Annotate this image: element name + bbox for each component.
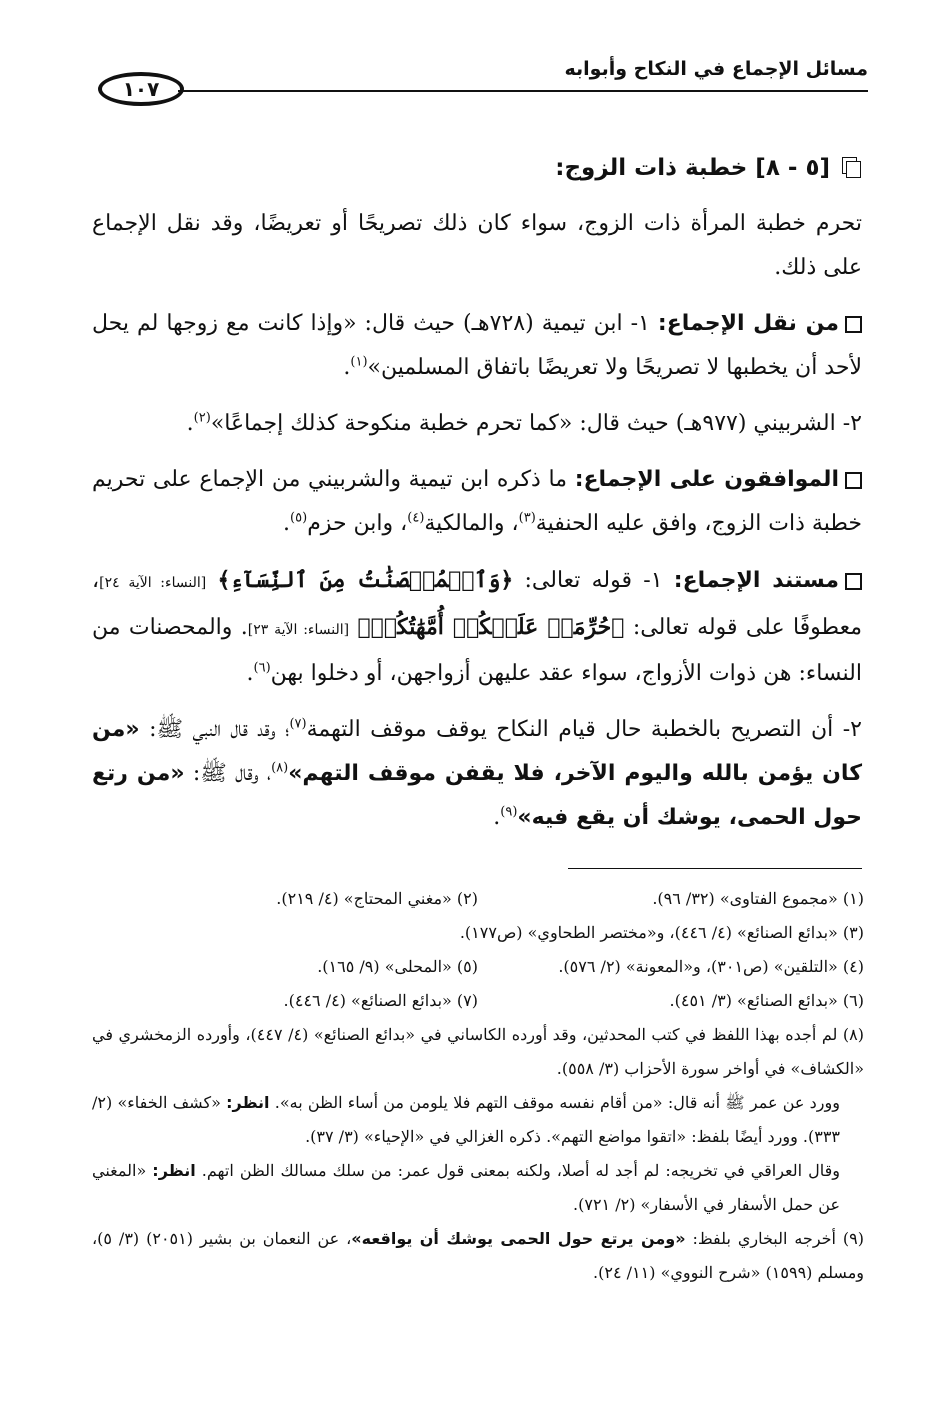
paragraph-basis: مستند الإجماع: ١- قوله تعالى: ﴿وَٱلۡمُحۡصَنَٰتُ مِنَ ٱلنِّسَآءِ﴾ [النساء: الآية ٢٤]، معطوفًا على قوله تعالى: ﴿حُرِّمَتۡ عَلَيۡكُمۡ أُمَّهَٰتُكُمۡ﴾ [النساء: الآية ٢٣]. والمحصنات من النساء: هن ذوات الأزواج، سواء عقد عليهن أزواجهن، أو دخلوا بهن$^{(٦)}$. xyxy=(92,567,862,686)
footnote-8: (٨) لم أجده بهذا اللفظ في كتب المحدثين، وقد أورده الكاساني في «بدائع الصنائع» (٤/ ٤٤٧)، وأورده الزمخشري في «الكشاف» في أواخر سورة الأحزاب (٣/ ٥٥٨). xyxy=(92,1025,865,1078)
header-rule xyxy=(178,90,868,92)
footnote-ref-6[interactable]: (٦) xyxy=(253,660,271,676)
fn9-hadith: «ومن يرتع حول الحمى يوشك أن يواقعه» xyxy=(351,1229,686,1248)
p1-text: ١- ابن تيمية (٧٢٨هـ) حيث قال: «وإذا كانت مع زوجها لم يحل لأحد أن يخطبها لا تصريحًا ولا تعريضًا باتفاق المسلمين» xyxy=(92,311,862,380)
main-text xyxy=(92,146,862,852)
verse-ref-1: [النساء: الآية ٢٤] xyxy=(99,575,207,591)
footnote-8-iraqi xyxy=(92,1154,864,1222)
paragraph-shirbini: ٢- الشربيني (٩٧٧هـ) حيث قال: «كما تحرم خطبة منكوحة كذلك إجماعًا»$^{(٢)}$. xyxy=(186,410,862,436)
footnote-6: (٦) «بدائع الصنائع» (٣/ ٤٥١). xyxy=(669,991,864,1010)
intro-paragraph: تحرم خطبة المرأة ذات الزوج، سواء كان ذلك تصريحًا أو تعريضًا، وقد نقل الإجماع على ذلك. xyxy=(92,211,862,280)
verse-ref-2: [النساء: الآية ٢٣] xyxy=(247,622,350,638)
footnotes xyxy=(92,882,864,1290)
checkbox-bullet-icon xyxy=(845,472,862,489)
footnote-5: (٥) «المحلى» (٩/ ١٦٥). xyxy=(317,957,478,976)
p3-text-a: ما ذكره ابن تيمية والشربيني من الإجماع على تحريم خطبة ذات الزوج، وافق عليه الحنفية xyxy=(92,467,862,536)
fn9-text-b: ، عن النعمان بن بشير (٢٠٥١) (٣/ ٥)، ومسلم (١٥٩٩) «شرح النووي» (١١/ ٢٤). xyxy=(92,1229,864,1282)
footnote-ref-4[interactable]: (٤) xyxy=(407,510,425,526)
checkbox-bullet-icon xyxy=(845,573,862,590)
hadith-1: «من كان يؤمن بالله واليوم الآخر، فلا يقفن موقف التهم» xyxy=(92,717,862,786)
fn9-text-a: (٩) أخرجه البخاري بلفظ: xyxy=(692,1229,865,1248)
footnote-ref-1[interactable]: (١) xyxy=(350,354,368,370)
p3-text-b: ، والمالكية xyxy=(424,511,519,536)
page-number: ١٠٧ xyxy=(98,72,184,106)
footnote-9 xyxy=(92,1222,864,1290)
fn8c-see-label: انظر: xyxy=(152,1161,196,1180)
footnote-4: (٤) «التلقين» (ص٣٠١)، و«المعونة» (٢/ ٥٧٦). xyxy=(558,957,864,976)
fn8b-text-b: «كشف الخفاء» (٢/ ٣٣٣). وورد أيضًا بلفظ: «اتقوا مواضع التهم». ذكره الغزالي في «الإحياء» (٣/ ٣٧). xyxy=(92,1093,840,1146)
p5-text-b: ؛ وقد قال النبي ﷺ: xyxy=(149,717,290,742)
footnote-7: (٧) «بدائع الصنائع» (٤/ ٤٤٦). xyxy=(283,991,478,1010)
footnote-separator xyxy=(568,868,862,869)
section-title: [٥ - ٨] خطبة ذات الزوج: xyxy=(555,155,830,181)
footnote-8-continued xyxy=(92,1086,864,1154)
quran-verse-1: ﴿وَٱلۡمُحۡصَنَٰتُ مِنَ ٱلنِّسَآءِ﴾ xyxy=(217,567,514,593)
footnote-row xyxy=(92,950,864,984)
p5-text-a: ٢- أن التصريح بالخطبة حال قيام النكاح يوقف موقف التهمة xyxy=(306,717,862,742)
label-agreeing: الموافقون على الإجماع: xyxy=(574,467,839,492)
p3-text-c: ، وابن حزم xyxy=(307,511,408,536)
p4-text-a: ١- قوله تعالى: xyxy=(524,568,663,593)
fn8c-text-a: وقال العراقي في تخريجه: لم أجد له أصلا، ولكنه بمعنى قول عمر: من سلك مسالك الظن اتهم. xyxy=(201,1161,840,1180)
footnote-ref-3[interactable]: (٣) xyxy=(518,510,536,526)
label-basis: مستند الإجماع: xyxy=(673,568,839,593)
checkbox-bullet-icon xyxy=(845,316,862,333)
p4-text-b: ، معطوفًا على قوله تعالى: xyxy=(92,568,862,640)
footnote-3: (٣) «بدائع الصنائع» (٤/ ٤٤٦)، و«مختصر الطحاوي» (ص١٧٧). xyxy=(459,923,864,942)
quran-verse-2: ﴿حُرِّمَتۡ عَلَيۡكُمۡ أُمَّهَٰتُكُمۡ﴾ xyxy=(357,614,625,640)
paragraph-agreeing: الموافقون على الإجماع: ما ذكره ابن تيمية والشربيني من الإجماع على تحريم خطبة ذات الزوج، وافق عليه الحنفية$^{(٣)}$، والمالكية$^{(٤)}$، وابن حزم$^{(٥)}$. xyxy=(92,467,862,536)
footnote-ref-7[interactable]: (٧) xyxy=(289,716,307,732)
p5-text-c: ، وقال ﷺ: xyxy=(192,761,272,786)
paragraph-basis-2: ٢- أن التصريح بالخطبة حال قيام النكاح يوقف موقف التهمة$^{(٧)}$؛ وقد قال النبي ﷺ: «من كان يؤمن بالله واليوم الآخر، فلا يقفن موقف التهم»$^{(٨)}$، وقال ﷺ: «من رتع حول الحمى، يوشك أن يقع فيه»$^{(٩)}$. xyxy=(92,716,862,830)
p4-text-c: . والمحصنات من النساء: هن ذوات الأزواج، سواء عقد عليهن أزواجهن، أو دخلوا بهن xyxy=(92,615,862,686)
footnote-1: (١) «مجموع الفتاوى» (٣٢/ ٩٦). xyxy=(652,889,864,908)
page-header xyxy=(98,52,868,108)
footnote-row xyxy=(92,916,864,950)
fn8b-text-a: وورد عن عمر ﷺ أنه قال: «من أقام نفسه موقف التهم فلا يلومن من أساء الظن به». xyxy=(274,1093,840,1112)
footnote-2: (٢) «مغني المحتاج» (٤/ ٢١٩). xyxy=(276,889,478,908)
section-heading xyxy=(92,146,862,190)
p2-text: ٢- الشربيني (٩٧٧هـ) حيث قال: «كما تحرم خطبة منكوحة كذلك إجماعًا» xyxy=(210,411,862,436)
document-icon xyxy=(842,157,862,179)
footnote-row xyxy=(92,882,864,916)
footnote-row xyxy=(92,984,864,1018)
label-transmitters: من نقل الإجماع: xyxy=(657,311,839,336)
footnote-ref-2[interactable]: (٢) xyxy=(193,410,211,426)
fn8b-see-label: انظر: xyxy=(226,1093,270,1112)
footnote-ref-5[interactable]: (٥) xyxy=(290,510,308,526)
hadith-2: «من رتع حول الحمى، يوشك أن يقع فيه» xyxy=(92,761,862,830)
running-title: مسائل الإجماع في النكاح وأبوابه xyxy=(564,58,868,80)
footnote-ref-8[interactable]: (٨) xyxy=(271,760,289,776)
fn8c-text-b: «المغني عن حمل الأسفار في الأسفار» (٢/ ٧٢١). xyxy=(92,1161,840,1214)
paragraph-transmitters: من نقل الإجماع: ١- ابن تيمية (٧٢٨هـ) حيث قال: «وإذا كانت مع زوجها لم يحل لأحد أن يخطبها لا تصريحًا ولا تعريضًا باتفاق المسلمين»$^{(١)}$. xyxy=(92,311,862,380)
footnote-ref-9[interactable]: (٩) xyxy=(500,804,518,820)
